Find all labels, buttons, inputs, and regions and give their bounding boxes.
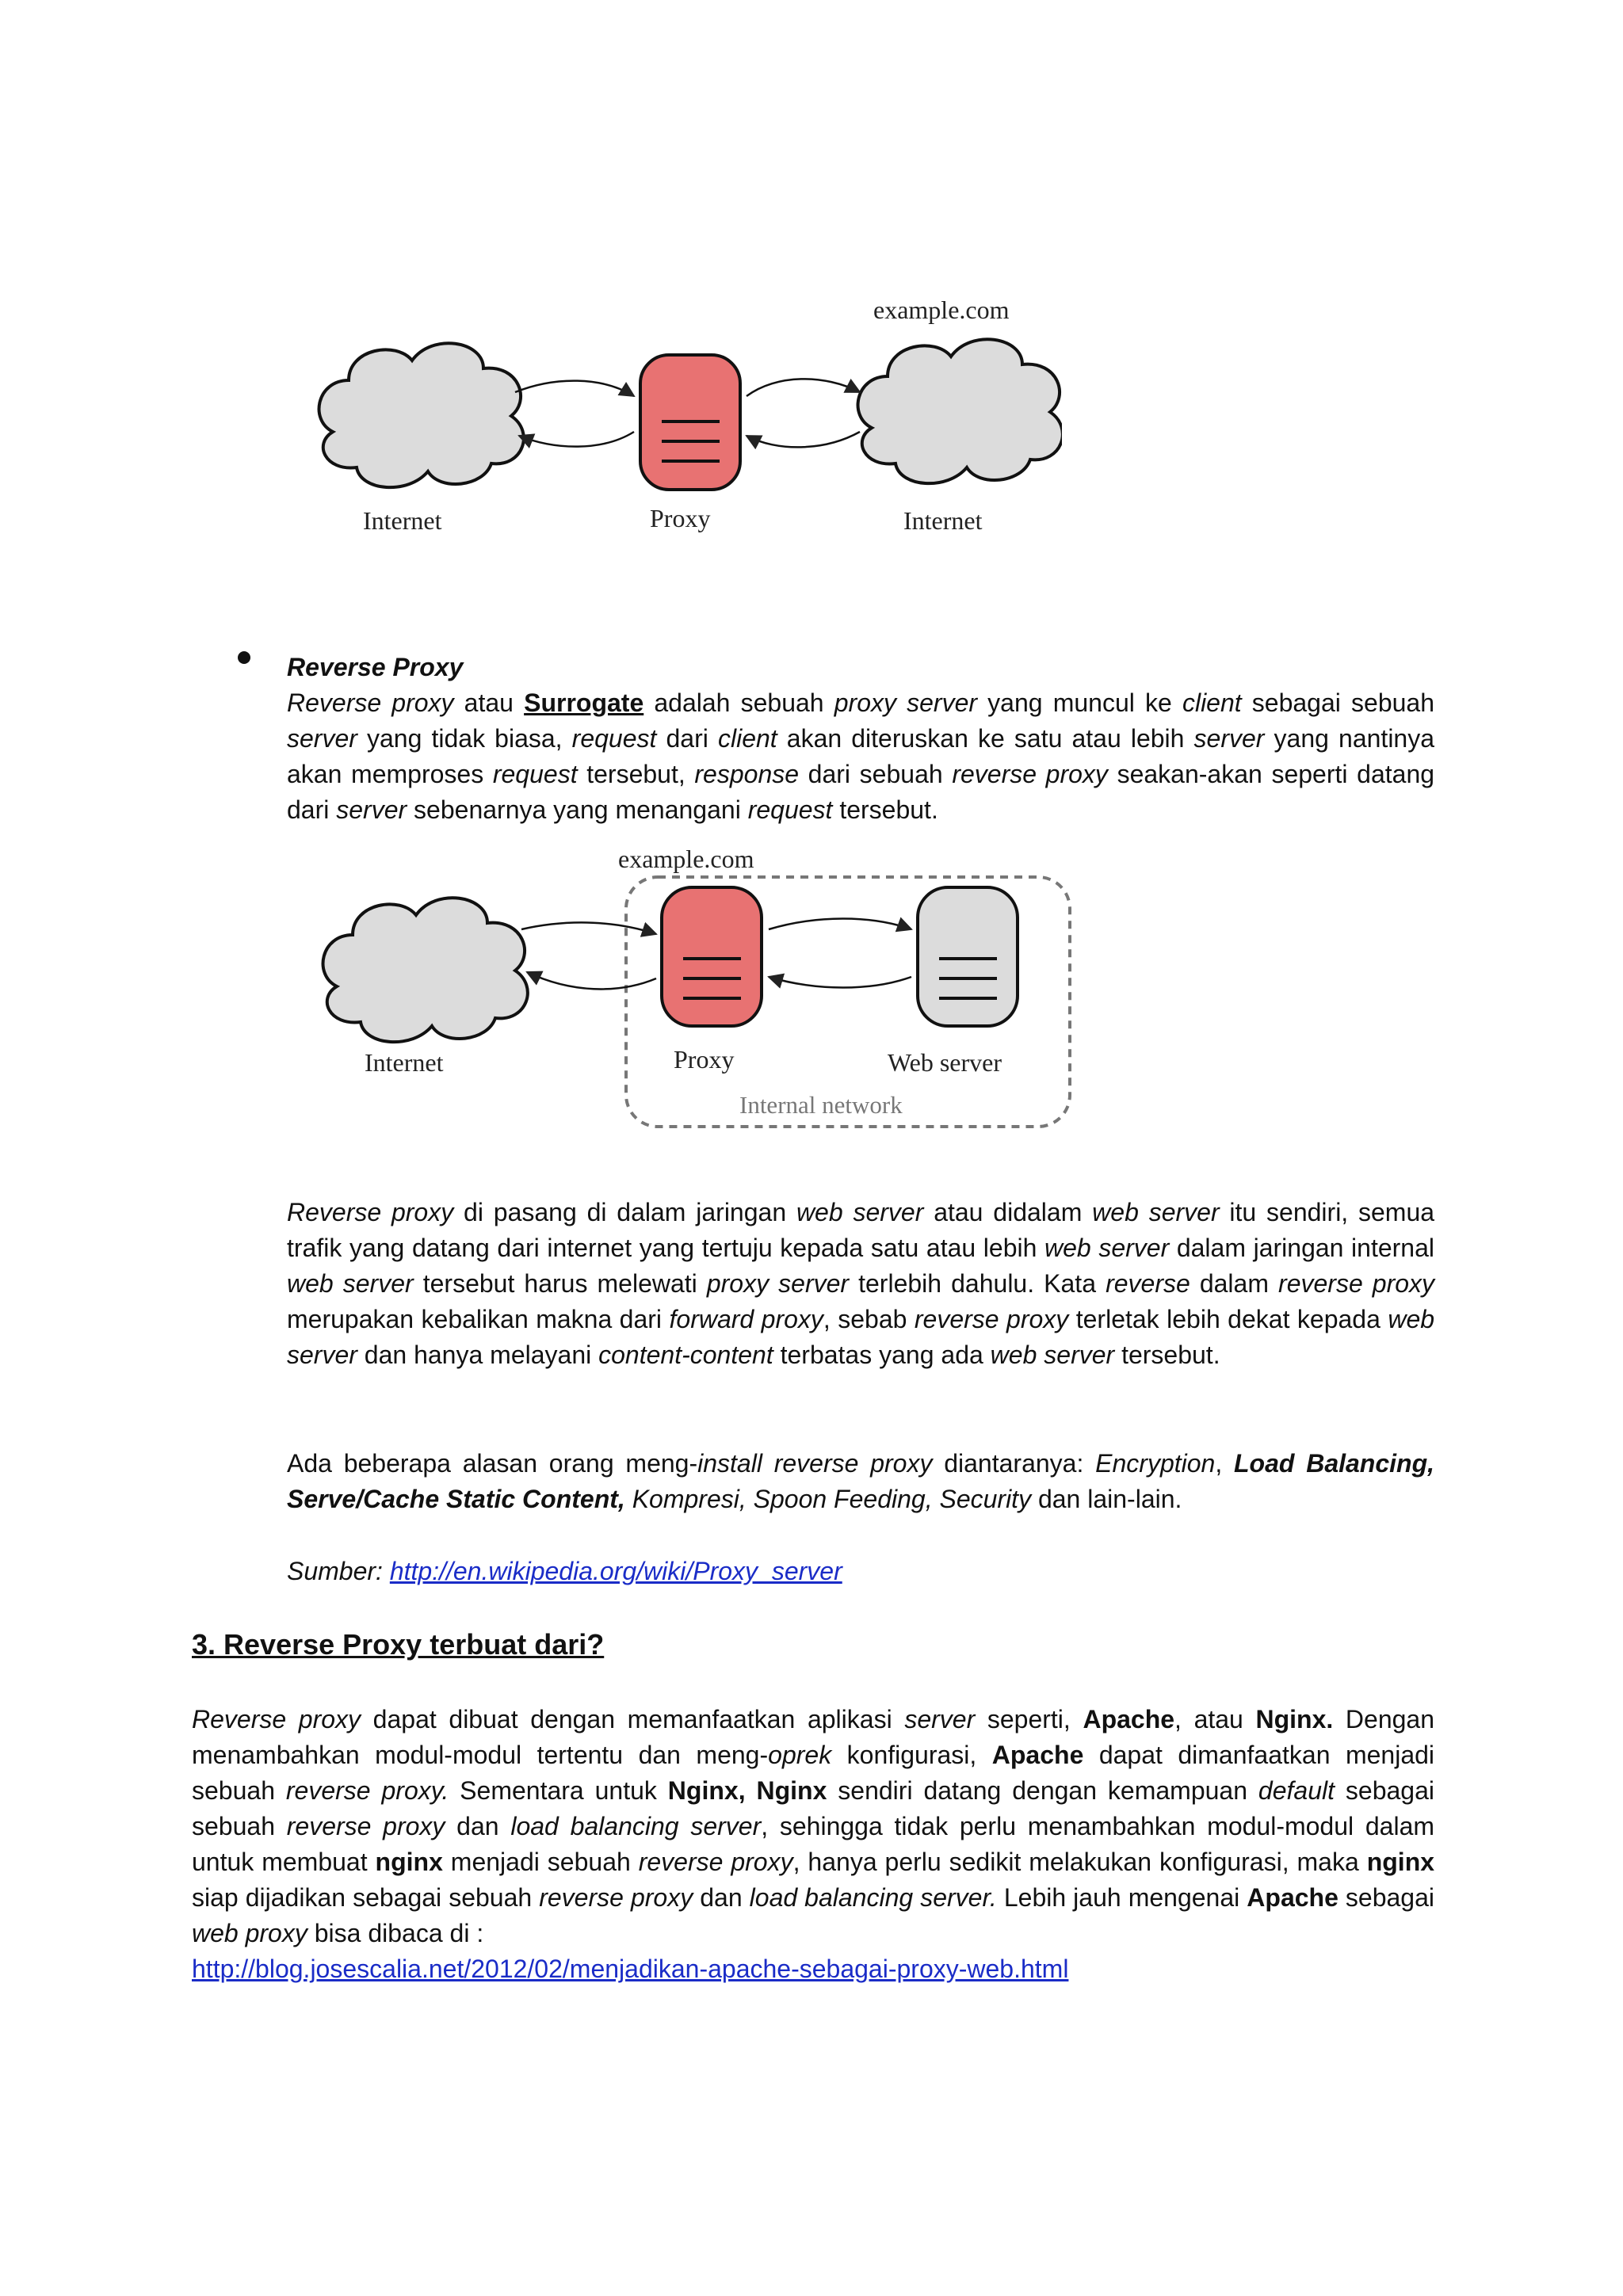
reverse-proxy-explanation: Reverse proxy di pasang di dalam jaringan web server atau didalam web server itu sendiri, semua trafik yang datang dari internet yang tertuju kepada satu atau lebih web server dalam jaringan internal web server tersebut harus melewati proxy server terlebih dahulu. Kata reverse dalam reverse proxy merupakan kebalikan makna dari forward proxy, sebab reverse proxy terletak lebih dekat kepada web server dan hanya melayani content-content terbatas yang ada web server tersebut. — [287, 1198, 1435, 1369]
bullet-dot — [238, 651, 250, 664]
diagram1-domain-label: example.com — [873, 296, 1010, 324]
diagram1-left-internet-label: Internet — [363, 506, 442, 535]
diagram2-internal-network-label: Internal network — [739, 1091, 903, 1119]
forward-proxy-diagram — [301, 285, 1062, 547]
diagram2-web-server-label: Web server — [888, 1048, 1002, 1077]
diagram2-internet-label: Internet — [365, 1048, 444, 1077]
forward-proxy-diagram-svg — [301, 285, 1062, 547]
section-3-heading: 3. Reverse Proxy terbuat dari? — [192, 1628, 605, 1661]
diagram1-proxy-label: Proxy — [650, 504, 711, 532]
right-internet-cloud — [858, 339, 1062, 483]
diagram2-proxy-label: Proxy — [674, 1045, 735, 1074]
reverse-proxy-diagram — [301, 836, 1086, 1137]
source-link[interactable]: http://en.wikipedia.org/wiki/Proxy_server — [389, 1557, 842, 1585]
reverse-proxy-diagram-svg — [301, 836, 1086, 1137]
diagram1-right-internet-label: Internet — [903, 506, 983, 535]
source-label: Sumber: — [287, 1557, 390, 1585]
bullet-title: Reverse Proxy — [287, 653, 464, 681]
reverse-proxy-definition: Reverse proxy atau Surrogate adalah sebuah proxy server yang muncul ke client sebagai sebuah server yang tidak biasa, request dari client akan diteruskan ke satu atau lebih server yang nantinya akan memproses request tersebut, response dari sebuah reverse proxy seakan-akan seperti datang dari server sebenarnya yang menangani request tersebut. — [287, 688, 1435, 824]
left-internet-cloud — [319, 343, 524, 487]
internet-cloud — [323, 898, 528, 1042]
source-line — [287, 1554, 1434, 1589]
proxy-server-box — [662, 887, 762, 1026]
blog-link[interactable]: http://blog.josescalia.net/2012/02/menjadikan-apache-sebagai-proxy-web.html — [192, 1955, 1069, 1983]
web-server-box — [918, 887, 1018, 1026]
reasons-paragraph: Ada beberapa alasan orang meng-install reverse proxy diantaranya: Encryption, Load Balancing, Serve/Cache Static Content, Kompresi, Spoon Feeding, Security dan lain-lain. — [287, 1449, 1435, 1513]
diagram2-domain-label: example.com — [618, 845, 754, 873]
section-3-body: Reverse proxy dapat dibuat dengan memanfaatkan aplikasi server seperti, Apache, atau Nginx. Dengan menambahkan modul-modul tertentu dan meng-oprek konfigurasi, Apache dapat dimanfaatkan menjadi sebuah reverse proxy. Sementara untuk Nginx, Nginx sendiri datang dengan kemampuan default sebagai sebuah reverse proxy dan load balancing server, sehingga tidak perlu menambahkan modul-modul dalam untuk membuat nginx menjadi sebuah reverse proxy, hanya perlu sedikit melakukan konfigurasi, maka nginx siap dijadikan sebagai sebuah reverse proxy dan load balancing server. Lebih jauh mengenai Apache sebagai web proxy bisa dibaca di : http://blog.josescalia.net/2012/02/menjadikan-apache-sebagai-proxy-web.html — [192, 1705, 1435, 1983]
